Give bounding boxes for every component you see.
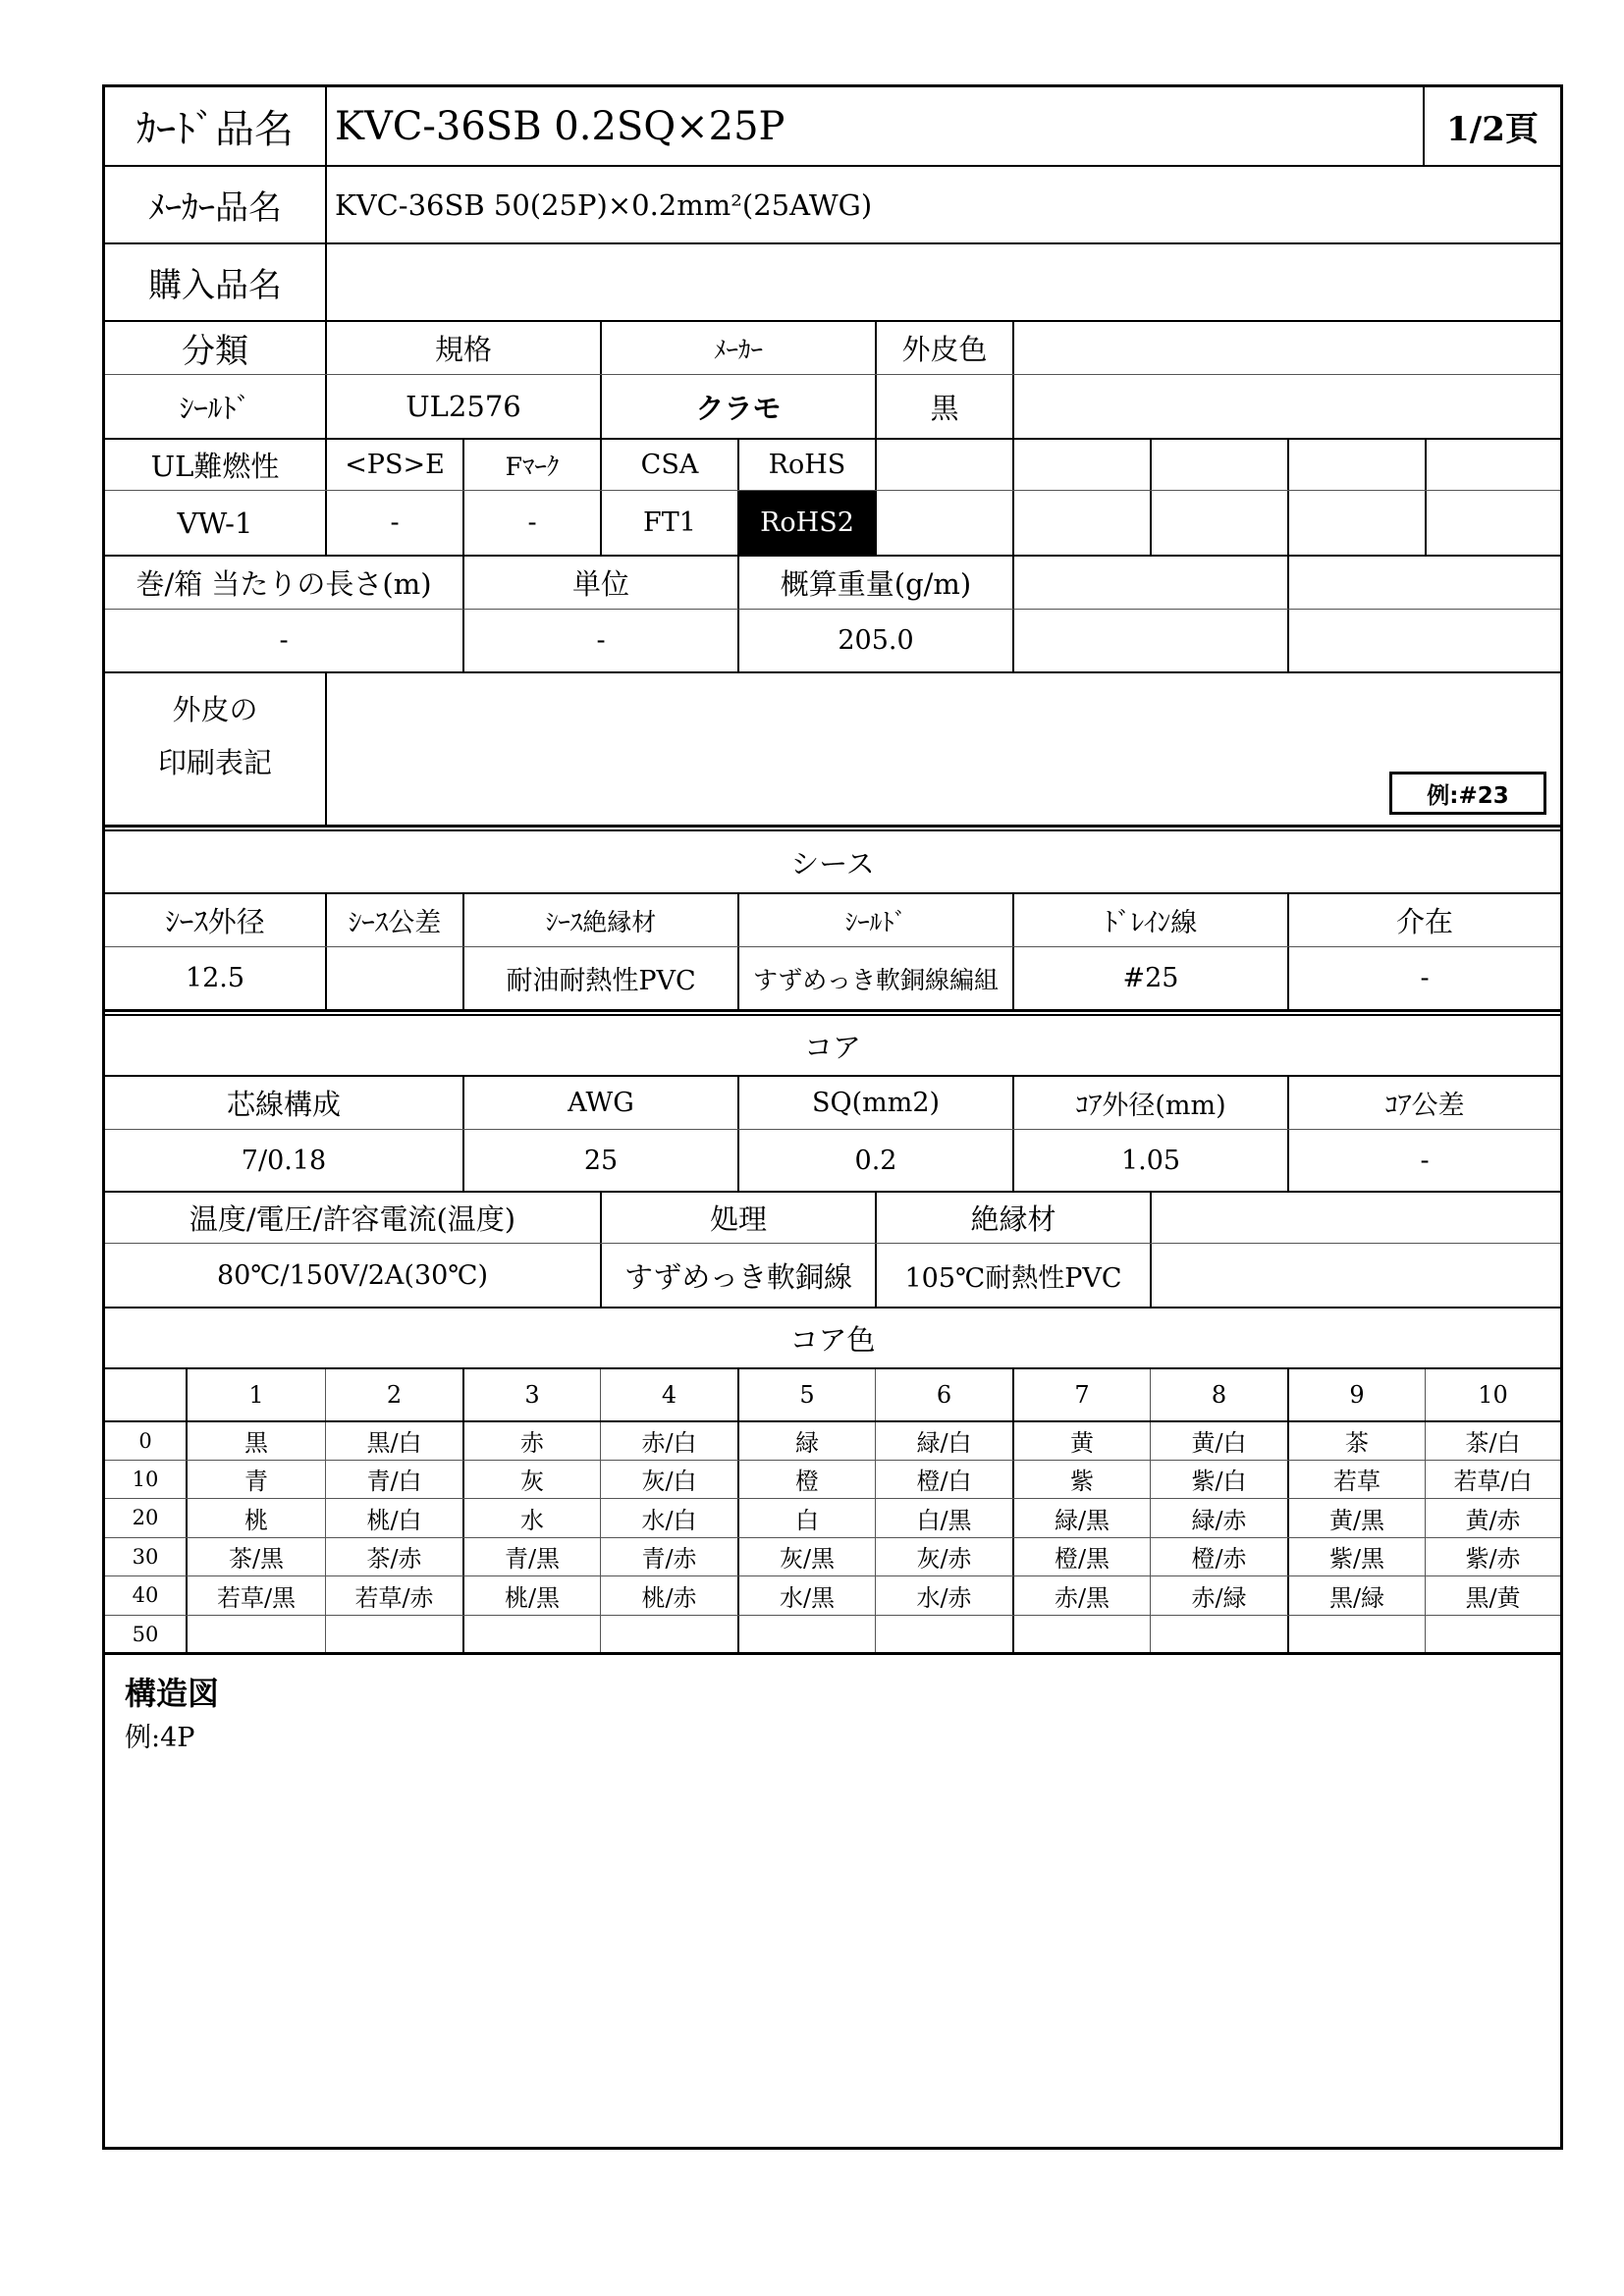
- purchase-label: 購入品名: [148, 266, 282, 305]
- printing-label: [105, 673, 325, 825]
- weight-header: 概算重量(g/m): [737, 557, 1012, 609]
- core-color-cell: 赤/緑: [1150, 1576, 1287, 1615]
- core-color-cell: 橙/赤: [1150, 1538, 1287, 1576]
- classification-header: 分類: [182, 332, 248, 371]
- drain-wire-header: ﾄﾞﾚｲﾝ線: [1012, 894, 1287, 946]
- blank-cell: [1425, 440, 1560, 490]
- core-color-cell: 桃/黒: [462, 1576, 600, 1615]
- maker-row: [105, 165, 1560, 242]
- core-value-row: [105, 1129, 1560, 1191]
- core-od-header: ｺｱ外径(mm): [1012, 1077, 1287, 1129]
- conductor-header: 芯線構成: [226, 1088, 341, 1121]
- card-name-row: [105, 87, 1560, 165]
- core-color-cell: 若草/白: [1425, 1461, 1560, 1499]
- blank-cell: [1012, 610, 1287, 671]
- core-color-cell: 水/黒: [737, 1576, 875, 1615]
- core-color-cell: 黄: [1012, 1422, 1150, 1460]
- core-color-cell: 赤/白: [600, 1422, 737, 1460]
- core-color-cell: 灰/黒: [737, 1538, 875, 1576]
- standard-header: 規格: [325, 322, 600, 374]
- blank-cell: [1150, 1193, 1560, 1243]
- core-color-cell: 若草: [1287, 1461, 1425, 1499]
- pse-header: <PS>E: [325, 440, 462, 490]
- core-color-cell: 灰: [462, 1461, 600, 1499]
- weight-value: 205.0: [737, 610, 1012, 671]
- awg-header: AWG: [462, 1077, 737, 1129]
- flammability-header: UL難燃性: [150, 450, 280, 483]
- blank-cell: [1287, 557, 1560, 609]
- core-color-cell: 水/赤: [875, 1576, 1012, 1615]
- core-color-cell: 橙/白: [875, 1461, 1012, 1499]
- core-color-cell: 緑: [737, 1422, 875, 1460]
- core-color-cell: 茶: [1287, 1422, 1425, 1460]
- rohs-header: RoHS: [737, 440, 875, 490]
- core-color-cell: 茶/赤: [325, 1538, 462, 1576]
- core-title: コア: [803, 1030, 861, 1064]
- core-color-cell: 桃/赤: [600, 1576, 737, 1615]
- ratings-value-row: [105, 490, 1560, 555]
- printing-value: [325, 673, 1560, 825]
- core-od-value: 1.05: [1012, 1130, 1287, 1191]
- sheath-tolerance-header: ｼｰｽ公差: [325, 894, 462, 946]
- blank-cell: [1012, 491, 1150, 555]
- core-color-cell: 黒/白: [325, 1422, 462, 1460]
- row-index: 40: [132, 1583, 159, 1608]
- csa-value: FT1: [600, 491, 737, 555]
- sheath-tolerance-value: [325, 947, 462, 1009]
- core-color-column-header-row: [105, 1369, 1560, 1420]
- core-color-cell: [600, 1616, 737, 1654]
- insulation-value: 105℃耐熱性PVC: [875, 1244, 1150, 1307]
- jacket-color-value: 黒: [875, 375, 1012, 438]
- length-value-row: [105, 609, 1560, 671]
- column-header: 9: [1287, 1369, 1425, 1420]
- classification-value-row: [105, 374, 1560, 438]
- sheath-title-row: [105, 831, 1560, 892]
- print-example-badge: 例:#23: [1389, 772, 1546, 815]
- card-name-label: ｶｰﾄﾞ品名: [136, 107, 294, 152]
- core-color-cell: 橙: [737, 1461, 875, 1499]
- core-color-cell: 水: [462, 1499, 600, 1537]
- standard-value: UL2576: [325, 375, 600, 438]
- blank-cell: [1287, 610, 1560, 671]
- blank-cell: [1150, 1244, 1560, 1307]
- length-per-reel-header: 巻/箱 当たりの長さ(m): [135, 567, 432, 601]
- core-color-cell: 灰/赤: [875, 1538, 1012, 1576]
- column-header: 1: [186, 1369, 325, 1420]
- row-index: 50: [132, 1622, 159, 1646]
- manufacturer-header: ﾒｰｶｰ: [600, 322, 875, 374]
- core-header-row: [105, 1075, 1560, 1129]
- core-color-cell: 青/黒: [462, 1538, 600, 1576]
- core-color-cell: 赤: [462, 1422, 600, 1460]
- core-color-cell: [462, 1616, 600, 1654]
- core-color-cell: 白: [737, 1499, 875, 1537]
- sheath-title: シース: [790, 846, 875, 881]
- purchase-value: [325, 244, 1560, 320]
- blank-cell: [1287, 491, 1425, 555]
- core-color-cell: 赤/黒: [1012, 1576, 1150, 1615]
- jacket-color-header: 外皮色: [875, 322, 1012, 374]
- temp-header-row: [105, 1191, 1560, 1243]
- core-color-cell: 若草/黒: [186, 1576, 325, 1615]
- filler-value: -: [1287, 947, 1560, 1009]
- flammability-value: VW-1: [177, 506, 253, 540]
- row-index: 10: [132, 1467, 159, 1491]
- core-color-cell: 橙/黒: [1012, 1538, 1150, 1576]
- purchase-row: [105, 242, 1560, 320]
- core-color-cell: 黄/赤: [1425, 1499, 1560, 1537]
- core-color-cell: 茶/黒: [186, 1538, 325, 1576]
- f-mark-value: -: [462, 491, 600, 555]
- row-index: 0: [138, 1428, 152, 1453]
- core-color-row: [105, 1498, 1560, 1537]
- core-color-cell: [186, 1616, 325, 1654]
- column-header: 7: [1012, 1369, 1150, 1420]
- shield-header: ｼｰﾙﾄﾞ: [737, 894, 1012, 946]
- core-color-cell: 紫/赤: [1425, 1538, 1560, 1576]
- temp-rating-header: 温度/電圧/許容電流(温度): [189, 1202, 516, 1236]
- length-per-reel-value: -: [279, 625, 289, 656]
- manufacturer-value: クラモ: [600, 375, 875, 438]
- column-header: 3: [462, 1369, 600, 1420]
- printing-row: [105, 671, 1560, 825]
- structure-title: 構造図: [125, 1675, 220, 1712]
- corner-cell: [105, 1369, 186, 1420]
- classification-value: ｼｰﾙﾄﾞ: [179, 391, 251, 425]
- blank-cell: [875, 440, 1012, 490]
- insulation-header: 絶縁材: [875, 1193, 1150, 1243]
- blank-cell: [1287, 440, 1425, 490]
- classification-header-row: [105, 320, 1560, 374]
- core-tolerance-value: -: [1287, 1130, 1560, 1191]
- core-color-cell: 緑/黒: [1012, 1499, 1150, 1537]
- core-color-cell: 黄/黒: [1287, 1499, 1425, 1537]
- temp-value-row: [105, 1243, 1560, 1307]
- core-color-cell: 青/赤: [600, 1538, 737, 1576]
- sheath-header-row: [105, 892, 1560, 946]
- core-color-cell: 茶/白: [1425, 1422, 1560, 1460]
- temp-rating-value: 80℃/150V/2A(30℃): [216, 1259, 489, 1291]
- column-header: 5: [737, 1369, 875, 1420]
- structure-note: 例:4P: [125, 1723, 195, 1753]
- core-color-cell: 桃/白: [325, 1499, 462, 1537]
- sheath-insulation-value: 耐油耐熱性PVC: [462, 947, 737, 1009]
- page-number: 1/2頁: [1423, 87, 1560, 165]
- core-color-row: [105, 1420, 1560, 1460]
- core-title-row: [105, 1016, 1560, 1075]
- spec-sheet: [102, 84, 1563, 2150]
- sq-header: SQ(mm2): [737, 1077, 1012, 1129]
- core-color-cell: 緑/白: [875, 1422, 1012, 1460]
- core-color-cell: 若草/赤: [325, 1576, 462, 1615]
- conductor-value: 7/0.18: [241, 1145, 327, 1176]
- section-divider: [105, 825, 1560, 831]
- length-header-row: [105, 555, 1560, 609]
- blank-cell: [1012, 557, 1287, 609]
- card-name-value: KVC-36SB 0.2SQ×25P: [325, 87, 1423, 165]
- core-color-title-row: [105, 1307, 1560, 1367]
- row-index: 20: [132, 1506, 159, 1530]
- unit-value: -: [462, 610, 737, 671]
- blank-cell: [1150, 440, 1287, 490]
- blank-cell: [1425, 491, 1560, 555]
- maker-value: KVC-36SB 50(25P)×0.2mm²(25AWG): [325, 167, 1560, 242]
- csa-header: CSA: [600, 440, 737, 490]
- blank-cell: [1012, 375, 1560, 438]
- core-color-cell: [325, 1616, 462, 1654]
- treatment-header: 処理: [600, 1193, 875, 1243]
- core-color-cell: 紫: [1012, 1461, 1150, 1499]
- f-mark-header: Fﾏｰｸ: [462, 440, 600, 490]
- core-color-cell: 黒/緑: [1287, 1576, 1425, 1615]
- core-color-cell: [1287, 1616, 1425, 1654]
- core-tolerance-header: ｺｱ公差: [1287, 1077, 1560, 1129]
- rohs-value: RoHS2: [737, 491, 875, 555]
- blank-cell: [1012, 322, 1560, 374]
- core-color-cell: 青: [186, 1461, 325, 1499]
- maker-label: ﾒｰｶｰ品名: [148, 188, 282, 228]
- sheath-od-value: 12.5: [185, 963, 245, 993]
- blank-cell: [1150, 491, 1287, 555]
- pse-value: -: [325, 491, 462, 555]
- blank-cell: [875, 491, 1012, 555]
- printing-label-line2: 印刷表記: [157, 746, 272, 779]
- filler-header: 介在: [1287, 894, 1560, 946]
- core-color-cell: 水/白: [600, 1499, 737, 1537]
- column-header: 8: [1150, 1369, 1287, 1420]
- core-color-cell: 黒/黄: [1425, 1576, 1560, 1615]
- column-header: 6: [875, 1369, 1012, 1420]
- core-color-cell: 青/白: [325, 1461, 462, 1499]
- core-color-row: [105, 1537, 1560, 1576]
- core-color-cell: 紫/白: [1150, 1461, 1287, 1499]
- core-color-cell: [1425, 1616, 1560, 1654]
- core-color-cell: [1150, 1616, 1287, 1654]
- core-color-table: [105, 1367, 1560, 1652]
- treatment-value: すずめっき軟銅線: [600, 1244, 875, 1307]
- awg-value: 25: [462, 1130, 737, 1191]
- core-color-row: [105, 1460, 1560, 1499]
- unit-header: 単位: [462, 557, 737, 609]
- shield-value: すずめっき軟銅線編組: [737, 947, 1012, 1009]
- core-color-cell: 白/黒: [875, 1499, 1012, 1537]
- sheath-od-header: ｼｰｽ外径: [165, 905, 265, 938]
- core-color-row: [105, 1615, 1560, 1654]
- core-color-cell: 緑/赤: [1150, 1499, 1287, 1537]
- core-color-cell: [1012, 1616, 1150, 1654]
- core-color-title: コア色: [789, 1322, 876, 1357]
- column-header: 4: [600, 1369, 737, 1420]
- column-header: 10: [1425, 1369, 1560, 1420]
- ratings-header-row: [105, 438, 1560, 490]
- blank-cell: [1012, 440, 1150, 490]
- core-color-cell: [737, 1616, 875, 1654]
- core-color-cell: 桃: [186, 1499, 325, 1537]
- core-color-row: [105, 1575, 1560, 1615]
- sheath-insulation-header: ｼｰｽ絶縁材: [462, 894, 737, 946]
- core-color-cell: 黒: [186, 1422, 325, 1460]
- column-header: 2: [325, 1369, 462, 1420]
- drain-wire-value: #25: [1012, 947, 1287, 1009]
- section-divider: [105, 1009, 1560, 1016]
- core-color-cell: 灰/白: [600, 1461, 737, 1499]
- structure-section: [105, 1652, 1560, 2147]
- sheath-value-row: [105, 946, 1560, 1009]
- row-index: 30: [132, 1544, 159, 1569]
- printing-label-line1: 外皮の: [172, 693, 258, 726]
- core-color-cell: 黄/白: [1150, 1422, 1287, 1460]
- core-color-cell: 紫/黒: [1287, 1538, 1425, 1576]
- core-color-cell: [875, 1616, 1012, 1654]
- sq-value: 0.2: [737, 1130, 1012, 1191]
